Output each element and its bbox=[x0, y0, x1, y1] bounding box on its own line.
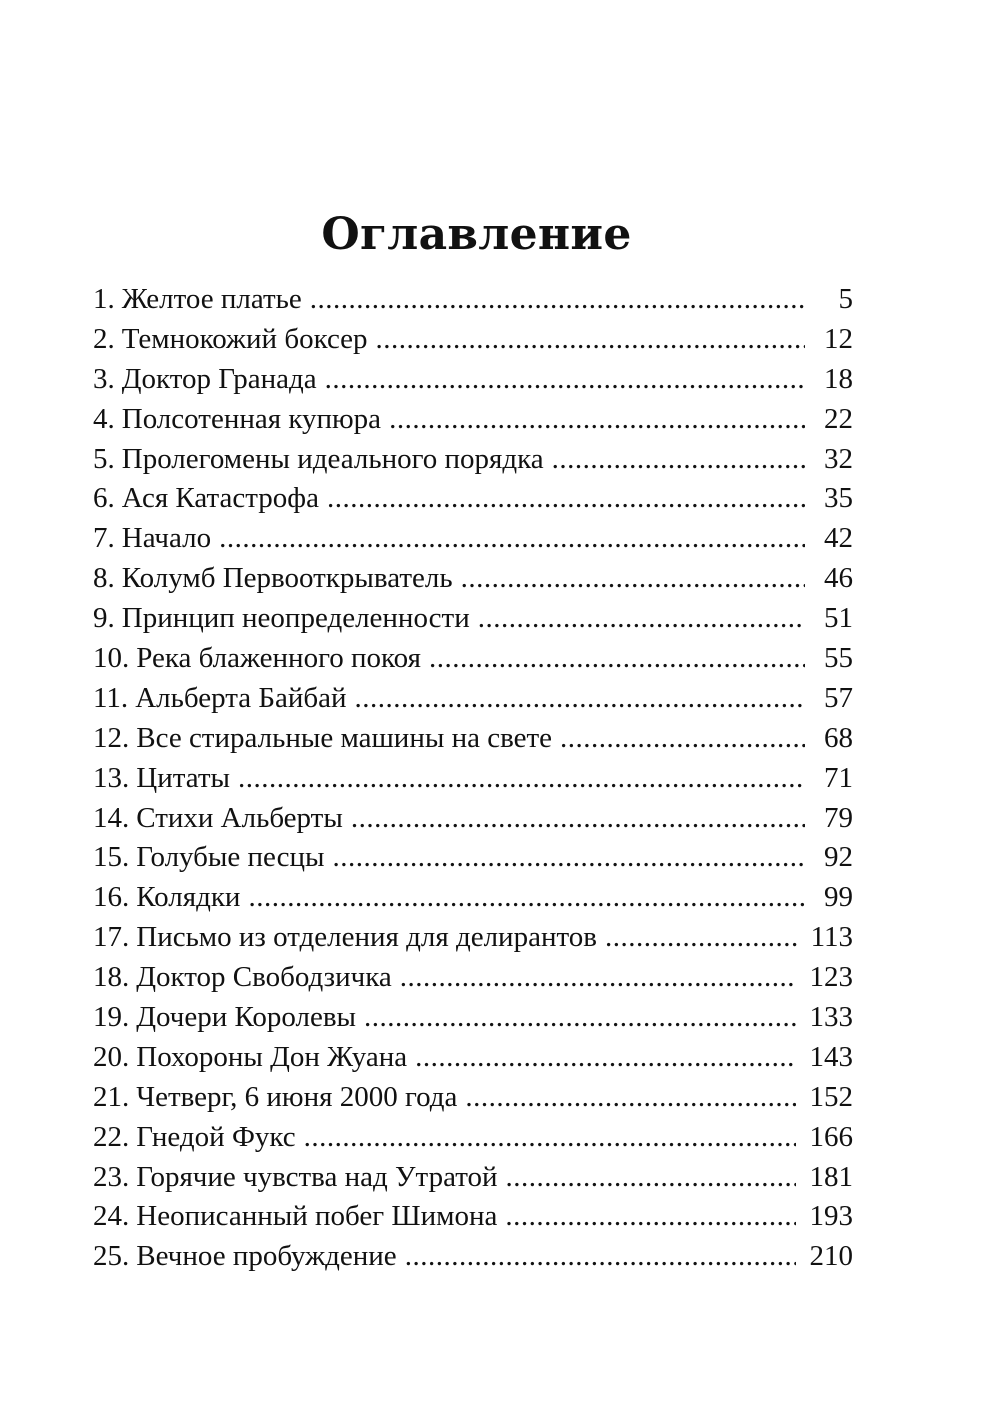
chapter-number: 23. bbox=[93, 1160, 130, 1193]
chapter-title: Пролегомены идеального порядка bbox=[121, 442, 544, 475]
chapter-number: 3. bbox=[93, 362, 115, 395]
toc-entry bbox=[93, 1197, 853, 1237]
chapter-title: Колумб Первооткрыватель bbox=[121, 562, 453, 595]
chapter-number: 5. bbox=[93, 442, 115, 475]
page-number: 166 bbox=[809, 1120, 853, 1153]
toc-entry bbox=[93, 400, 853, 440]
page-title: Оглавление bbox=[321, 209, 632, 261]
chapter-number: 24. bbox=[93, 1200, 130, 1233]
chapter-number: 12. bbox=[93, 721, 130, 754]
chapter-title: Ася Катастрофа bbox=[121, 482, 319, 515]
chapter-number: 6. bbox=[93, 482, 115, 515]
chapter-number: 19. bbox=[93, 1001, 130, 1034]
chapter-title: Альберта Байбай bbox=[135, 681, 347, 714]
chapter-number: 18. bbox=[93, 961, 130, 994]
chapter-number: 2. bbox=[93, 322, 115, 355]
dot-leader bbox=[605, 918, 797, 958]
chapter-title: Горячие чувства над Утратой bbox=[136, 1160, 498, 1193]
chapter-number: 22. bbox=[93, 1120, 130, 1153]
chapter-title: Доктор Гранада bbox=[121, 362, 317, 395]
dot-leader bbox=[376, 320, 805, 360]
chapter-title: Письмо из отделения для делирантов bbox=[136, 921, 597, 954]
chapter-number: 13. bbox=[93, 761, 130, 794]
dot-leader bbox=[552, 440, 805, 480]
chapter-title: Начало bbox=[121, 522, 212, 555]
dot-leader bbox=[310, 280, 805, 320]
chapter-title: Темнокожий боксер bbox=[121, 322, 368, 355]
chapter-title: Гнедой Фукс bbox=[136, 1120, 296, 1153]
chapter-title: Принцип неопределенности bbox=[121, 602, 470, 635]
chapter-number: 21. bbox=[93, 1080, 130, 1113]
chapter-title: Вечное пробуждение bbox=[136, 1240, 397, 1273]
dot-leader bbox=[355, 679, 805, 719]
page-number: 5 bbox=[838, 283, 853, 315]
toc-entry bbox=[93, 878, 853, 918]
page-number: 123 bbox=[809, 961, 853, 994]
page-number: 22 bbox=[824, 402, 853, 435]
page-number: 55 bbox=[824, 642, 853, 675]
dot-leader bbox=[505, 1197, 795, 1237]
page-number: 143 bbox=[809, 1040, 853, 1073]
toc-entry bbox=[93, 360, 853, 400]
chapter-title: Полсотенная купюра bbox=[121, 402, 382, 435]
page-number: 152 bbox=[809, 1080, 853, 1113]
page-number: 71 bbox=[824, 761, 853, 794]
chapter-number: 15. bbox=[93, 841, 130, 874]
chapter-title: Все стиральные машины на свете bbox=[136, 721, 553, 754]
toc-entry bbox=[93, 1078, 853, 1118]
chapter-number: 17. bbox=[93, 921, 130, 954]
page-number: 193 bbox=[809, 1200, 853, 1233]
toc-entry bbox=[93, 280, 853, 320]
chapter-number: 16. bbox=[93, 881, 130, 914]
toc-entry bbox=[93, 320, 853, 360]
dot-leader bbox=[461, 559, 805, 599]
chapter-title: Река блаженного покоя bbox=[136, 642, 421, 675]
chapter-number: 10. bbox=[93, 642, 130, 675]
chapter-title: Доктор Свободзичка bbox=[136, 961, 392, 994]
chapter-title: Цитаты bbox=[136, 761, 231, 794]
dot-leader bbox=[405, 1237, 796, 1277]
chapter-title: Желтое платье bbox=[121, 283, 302, 315]
dot-leader bbox=[351, 799, 805, 839]
toc-entry bbox=[93, 759, 853, 799]
dot-leader bbox=[415, 1038, 795, 1078]
toc-entry bbox=[93, 679, 853, 719]
chapter-number: 4. bbox=[93, 402, 115, 435]
page-number: 12 bbox=[824, 322, 853, 355]
page-number: 210 bbox=[809, 1240, 853, 1273]
dot-leader bbox=[560, 719, 805, 759]
toc-entry bbox=[93, 559, 853, 599]
toc-entry bbox=[93, 1118, 853, 1158]
chapter-number: 11. bbox=[93, 681, 129, 714]
page-number: 51 bbox=[824, 602, 853, 635]
dot-leader bbox=[333, 838, 805, 878]
toc-entry bbox=[93, 1237, 853, 1277]
dot-leader bbox=[506, 1158, 796, 1198]
chapter-title: Дочери Королевы bbox=[136, 1001, 357, 1034]
toc-entry bbox=[93, 838, 853, 878]
toc-entry bbox=[93, 519, 853, 559]
chapter-number: 20. bbox=[93, 1040, 130, 1073]
toc-entry bbox=[93, 958, 853, 998]
dot-leader bbox=[219, 519, 805, 559]
dot-leader bbox=[389, 400, 805, 440]
chapter-number: 7. bbox=[93, 522, 115, 555]
chapter-title: Голубые песцы bbox=[136, 841, 325, 874]
page-number: 18 bbox=[824, 362, 853, 395]
chapter-number: 25. bbox=[93, 1240, 130, 1273]
page-number: 92 bbox=[824, 841, 853, 874]
toc-entry bbox=[93, 799, 853, 839]
dot-leader bbox=[248, 878, 805, 918]
chapter-number: 8. bbox=[93, 562, 115, 595]
toc-entry bbox=[93, 599, 853, 639]
chapter-number: 14. bbox=[93, 801, 130, 834]
table-of-contents bbox=[93, 280, 853, 1277]
dot-leader bbox=[238, 759, 805, 799]
chapter-title: Похороны Дон Жуана bbox=[136, 1040, 408, 1073]
dot-leader bbox=[465, 1078, 795, 1118]
chapter-title: Неописанный побег Шимона bbox=[136, 1200, 498, 1233]
toc-entry bbox=[93, 639, 853, 679]
dot-leader bbox=[400, 958, 796, 998]
toc-entry bbox=[93, 719, 853, 759]
page-number: 68 bbox=[824, 721, 853, 754]
toc-entry bbox=[93, 918, 853, 958]
dot-leader bbox=[429, 639, 805, 679]
page-number: 32 bbox=[824, 442, 853, 475]
chapter-title: Четверг, 6 июня 2000 года bbox=[136, 1080, 458, 1113]
toc-entry bbox=[93, 998, 853, 1038]
dot-leader bbox=[304, 1118, 796, 1158]
page-number: 113 bbox=[810, 921, 853, 954]
chapter-title: Колядки bbox=[136, 881, 241, 914]
page-number: 181 bbox=[809, 1160, 853, 1193]
toc-entry bbox=[93, 479, 853, 519]
dot-leader bbox=[327, 479, 805, 519]
dot-leader bbox=[325, 360, 805, 400]
toc-entry bbox=[93, 1038, 853, 1078]
page-number: 46 bbox=[824, 562, 853, 595]
chapter-title: Стихи Альберты bbox=[136, 801, 343, 834]
toc-entry bbox=[93, 1158, 853, 1198]
dot-leader bbox=[478, 599, 805, 639]
page-number: 57 bbox=[824, 681, 853, 714]
chapter-number: 1. bbox=[93, 283, 115, 315]
toc-entry bbox=[93, 440, 853, 480]
page-number: 42 bbox=[824, 522, 853, 555]
page-number: 99 bbox=[824, 881, 853, 914]
page-number: 79 bbox=[824, 801, 853, 834]
page-number: 35 bbox=[824, 482, 853, 515]
dot-leader bbox=[364, 998, 795, 1038]
chapter-number: 9. bbox=[93, 602, 115, 635]
page-number: 133 bbox=[809, 1001, 853, 1034]
